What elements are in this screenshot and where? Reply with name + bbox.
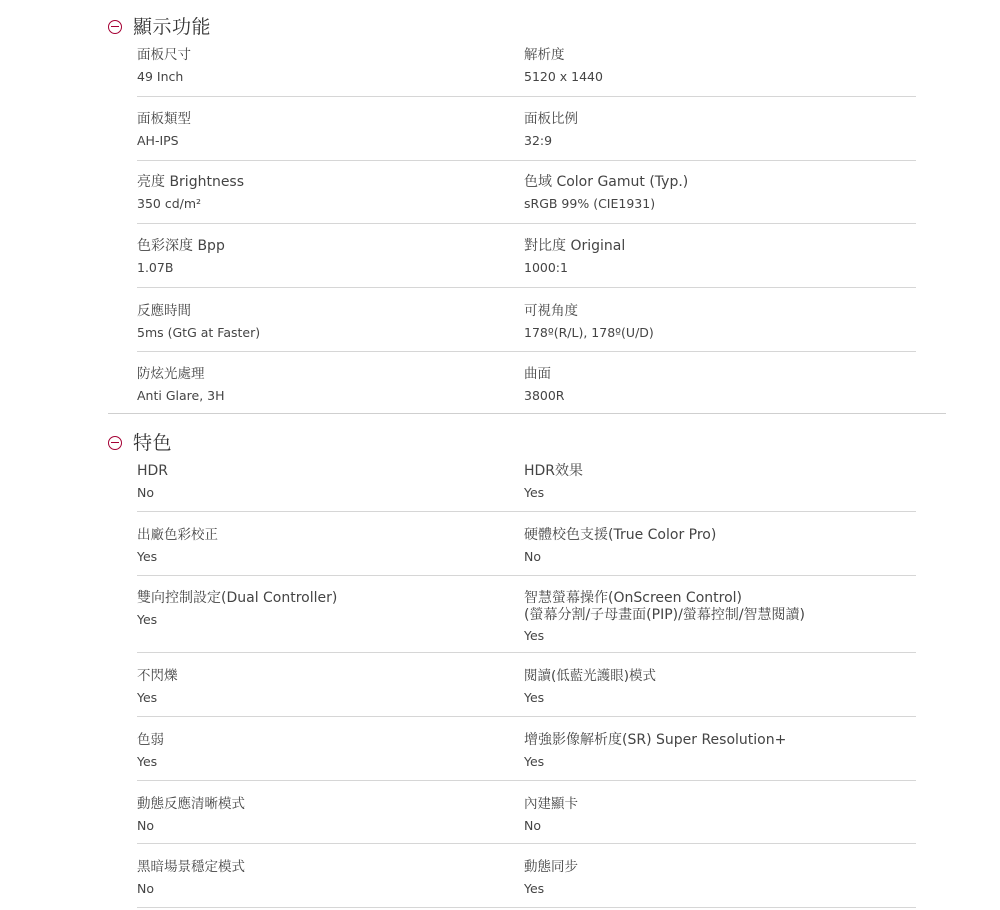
spec-label: 反應時間	[137, 303, 191, 319]
spec-label: 出廠色彩校正	[137, 527, 218, 543]
section-divider	[108, 413, 946, 414]
spec-label: 可視角度	[524, 303, 578, 319]
spec-label: 面板類型	[137, 111, 191, 127]
spec-row	[137, 302, 916, 352]
spec-row	[137, 526, 916, 576]
spec-value: sRGB 99% (CIE1931)	[524, 196, 656, 211]
spec-label: HDR	[137, 463, 169, 479]
spec-value: AH-IPS	[137, 133, 179, 148]
spec-label: 增強影像解析度(SR) Super Resolution+	[524, 732, 787, 748]
spec-value: No	[524, 818, 541, 833]
minus-circle-icon[interactable]	[108, 436, 122, 450]
spec-row	[137, 667, 916, 717]
spec-value: 178º(R/L), 178º(U/D)	[524, 325, 654, 340]
spec-label: 雙向控制設定(Dual Controller)	[137, 590, 338, 606]
section-header-features[interactable]	[108, 428, 172, 455]
spec-label: 色弱	[137, 732, 164, 748]
spec-label: 亮度 Brightness	[137, 174, 245, 190]
spec-row	[137, 237, 916, 288]
spec-row	[137, 731, 916, 781]
spec-value: No	[137, 485, 154, 500]
spec-value: 5120 x 1440	[524, 69, 603, 84]
spec-label: 硬體校色支援(True Color Pro)	[524, 527, 717, 543]
spec-value: 49 Inch	[137, 69, 184, 84]
spec-label-secondary: (螢幕分割/子母畫面(PIP)/螢幕控制/智慧閱讀)	[524, 607, 806, 623]
spec-label: 解析度	[524, 47, 565, 63]
spec-label: 對比度 Original	[524, 238, 626, 254]
spec-label: 曲面	[524, 366, 551, 382]
spec-value: Yes	[137, 754, 158, 769]
spec-value: Yes	[524, 881, 545, 896]
spec-value: Yes	[524, 485, 545, 500]
spec-value: Anti Glare, 3H	[137, 388, 225, 403]
spec-value: 5ms (GtG at Faster)	[137, 325, 261, 340]
spec-label: 色彩深度 Bpp	[137, 238, 225, 254]
spec-label: 不閃爍	[137, 668, 178, 684]
spec-value: Yes	[524, 628, 545, 643]
spec-value: No	[524, 549, 541, 564]
section-header-display[interactable]	[108, 12, 211, 39]
spec-label: 內建顯卡	[524, 796, 578, 812]
spec-row	[137, 110, 916, 161]
section-title: 顯示功能	[133, 16, 212, 38]
spec-label: 黑暗場景穩定模式	[137, 859, 245, 875]
spec-label: 面板尺寸	[137, 47, 191, 63]
section-title: 特色	[133, 432, 173, 454]
spec-value: 3800R	[524, 388, 565, 403]
spec-value: Yes	[137, 549, 158, 564]
spec-value: Yes	[524, 690, 545, 705]
spec-label: 閱讀(低藍光護眼)模式	[524, 668, 657, 684]
spec-value: 350 cd/m²	[137, 196, 202, 211]
minus-circle-icon[interactable]	[108, 20, 122, 34]
spec-value: Yes	[137, 612, 158, 627]
spec-value: 1000:1	[524, 260, 568, 275]
spec-value: Yes	[137, 690, 158, 705]
spec-label: 動態反應清晰模式	[137, 796, 245, 812]
spec-label: 面板比例	[524, 111, 578, 127]
spec-label: 防炫光處理	[137, 366, 205, 382]
spec-value: No	[137, 818, 154, 833]
spec-row	[137, 462, 916, 512]
spec-row	[137, 173, 916, 224]
spec-row	[137, 589, 916, 653]
spec-row	[137, 365, 916, 405]
spec-value: 32:9	[524, 133, 553, 148]
spec-row	[137, 46, 916, 97]
spec-row	[137, 858, 916, 908]
spec-value: Yes	[524, 754, 545, 769]
spec-value: 1.07B	[137, 260, 174, 275]
spec-label: 智慧螢幕操作(OnScreen Control)	[524, 590, 743, 606]
spec-label: 動態同步	[524, 859, 578, 875]
spec-label: HDR效果	[524, 463, 584, 479]
spec-value: No	[137, 881, 154, 896]
spec-label: 色域 Color Gamut (Typ.)	[524, 174, 689, 190]
spec-row	[137, 795, 916, 844]
